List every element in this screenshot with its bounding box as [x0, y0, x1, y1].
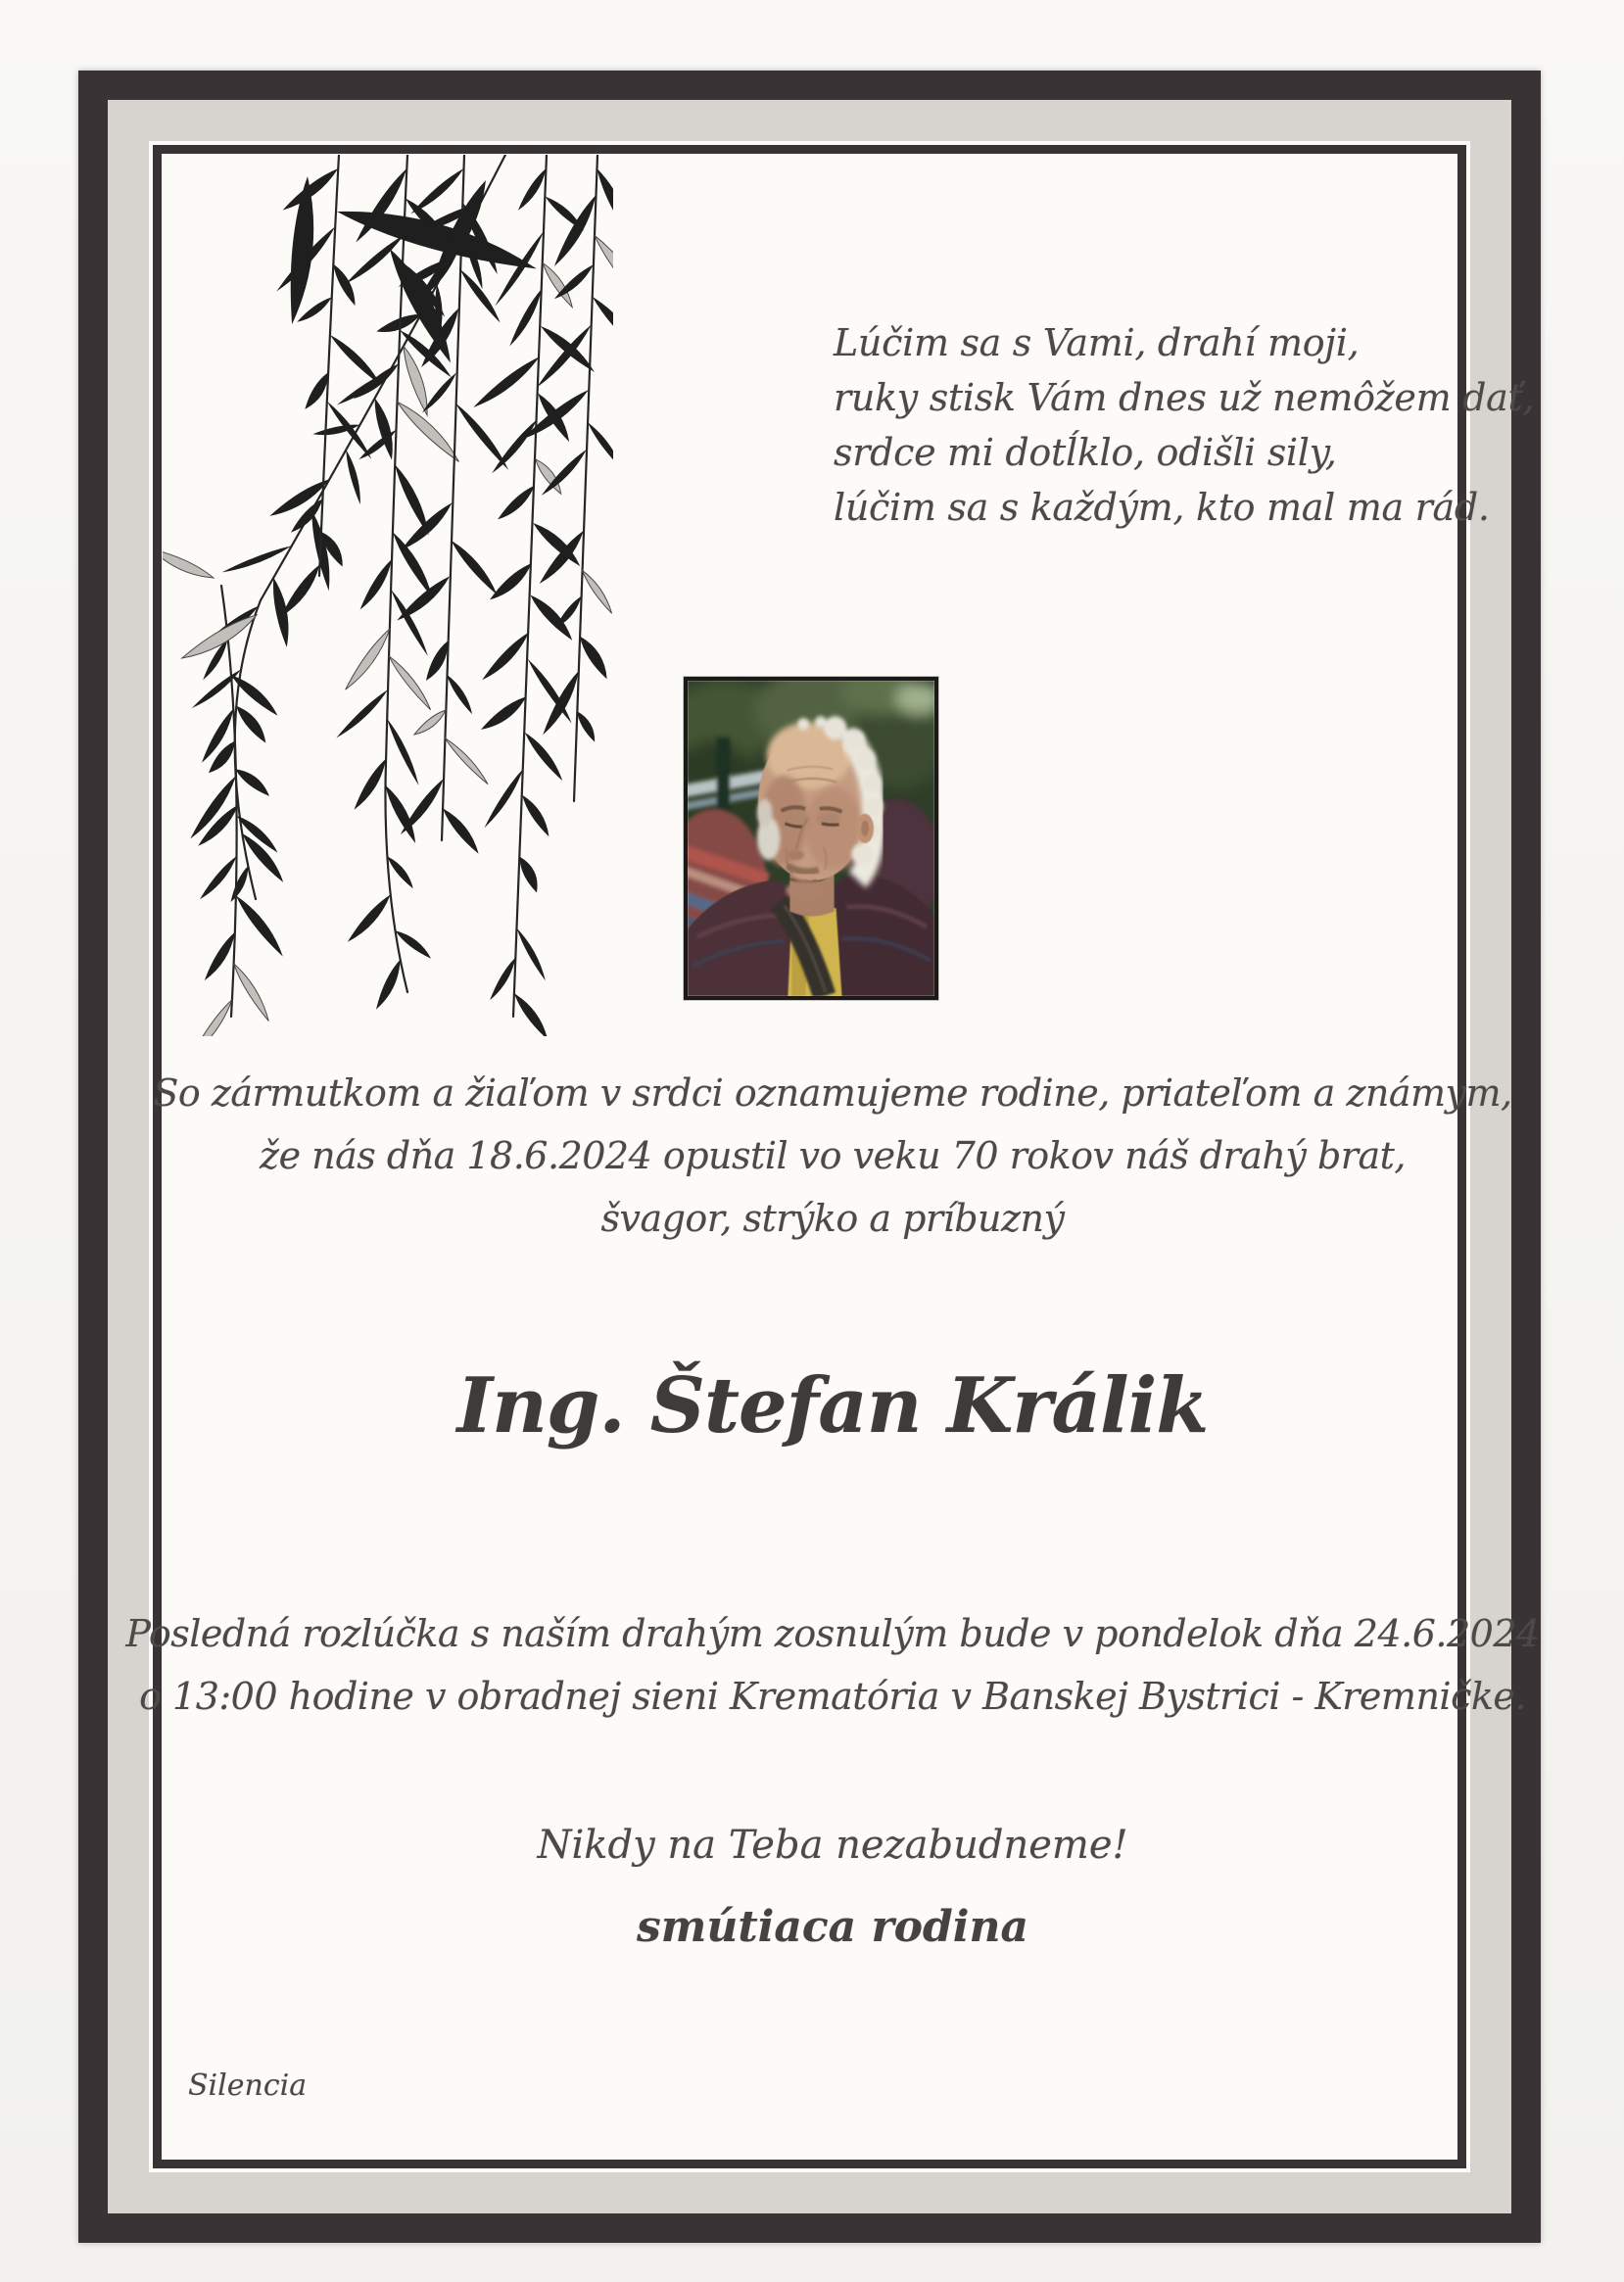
poem-line: ruky stisk Vám dnes už nemôžem dať, [834, 376, 1535, 419]
funeral-home-brand [188, 2068, 307, 2104]
farewell-message-text: Nikdy na Teba nezabudneme! [537, 1823, 1128, 1868]
farewell-message [181, 1814, 1484, 1877]
poem-line: Lúčim sa s Vami, drahí moji, [834, 321, 1360, 364]
poem-line: srdce mi dotĺklo, odišli sily, [834, 431, 1337, 474]
announcement-line: švagor, strýko a príbuzný [600, 1197, 1065, 1240]
poem [834, 315, 1534, 535]
funeral-home-brand-text: Silencia [188, 2068, 308, 2103]
funeral-details-line: o 13:00 hodine v obradnej sieni Krematória v Banskej Bystrici - Kremničke. [139, 1675, 1526, 1718]
announcement-line: So zármutkom a žiaľom v srdci oznamujeme rodine, priateľom a známym, [153, 1071, 1512, 1115]
funeral-details-line: Posledná rozlúčka s naším drahým zosnulým bude v pondelok dňa 24.6.2024 [125, 1612, 1540, 1655]
announcement-line: že nás dňa 18.6.2024 opustil vo veku 70 rokov náš drahý brat, [260, 1134, 1406, 1177]
funeral-details [125, 1602, 1540, 1728]
announcement [153, 1062, 1512, 1250]
signature-text: smútiaca rodina [637, 1902, 1028, 1952]
poem-line: lúčim sa s každým, kto mal ma rád. [834, 486, 1490, 529]
deceased-name-text: Ing. Štefan Králik [456, 1361, 1209, 1450]
deceased-name [181, 1354, 1484, 1459]
portrait-photo [684, 677, 938, 1000]
willow-branches-drawing [163, 155, 613, 1036]
portrait-photo-image [688, 681, 934, 996]
signature [181, 1898, 1484, 1957]
